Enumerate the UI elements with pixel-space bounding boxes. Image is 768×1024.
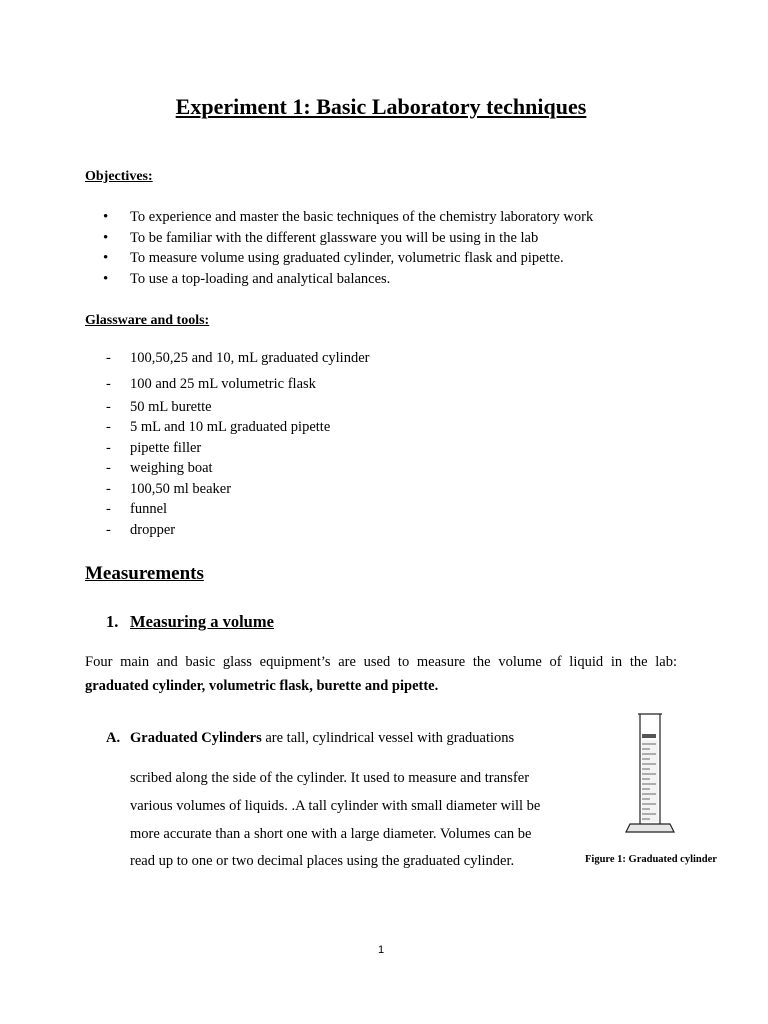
bullet-icon: • [103, 270, 109, 287]
dash-marker: - [106, 440, 111, 456]
objective-item: • To be familiar with the different glassware you will be using in the lab [103, 228, 593, 249]
dash-marker: - [106, 399, 111, 415]
objective-item: • To measure volume using graduated cylinder, volumetric flask and pipette. [103, 248, 593, 269]
bullet-icon: • [103, 250, 109, 267]
paragraph-line: more accurate than a short one with a large diameter. Volumes can be [130, 826, 532, 842]
objective-item: • To experience and master the basic techniques of the chemistry laboratory work [103, 207, 593, 228]
graduated-cylinder-figure [618, 710, 682, 840]
dash-marker: - [106, 350, 111, 366]
intro-bold-line: graduated cylinder, volumetric flask, burette and pipette. [85, 678, 439, 694]
glassware-heading: Glassware and tools: [85, 313, 210, 328]
dash-marker: - [106, 460, 111, 476]
bullet-icon: • [103, 209, 109, 225]
bullet-icon: • [103, 229, 109, 246]
dash-marker: - [106, 481, 111, 497]
figure-caption: Figure 1: Graduated cylinder [585, 854, 717, 865]
measurements-heading: Measurements [85, 563, 204, 584]
intro-paragraph: Four main and basic glass equipment’s are used to measure the volume of liquid in the lab: [85, 654, 677, 670]
objectives-list [103, 207, 593, 289]
cylinder-label-mark [642, 734, 656, 738]
objectives-heading: Objectives: [85, 169, 153, 184]
section-number: 1. [106, 612, 119, 631]
subsection-term: Graduated Cylinders [130, 730, 262, 746]
objective-item: • To use a top-loading and analytical balances. [103, 269, 593, 290]
paragraph-line: scribed along the side of the cylinder. It used to measure and transfer [130, 770, 530, 786]
paragraph-line: various volumes of liquids. .A tall cylinder with small diameter will be [130, 798, 541, 814]
section-title: Measuring a volume [130, 612, 274, 631]
dash-marker: - [106, 419, 111, 435]
subsection-first-line-text: are tall, cylindrical vessel with graduations [261, 730, 515, 746]
dash-marker: - [106, 522, 111, 538]
dash-marker: - [106, 501, 111, 517]
paragraph-line: read up to one or two decimal places using the graduated cylinder. [130, 853, 515, 869]
page-number: 1 [377, 944, 385, 956]
subsection-letter: A. [106, 730, 121, 746]
document-title: Experiment 1: Basic Laboratory techniques [175, 94, 587, 119]
dash-marker: - [106, 376, 111, 392]
